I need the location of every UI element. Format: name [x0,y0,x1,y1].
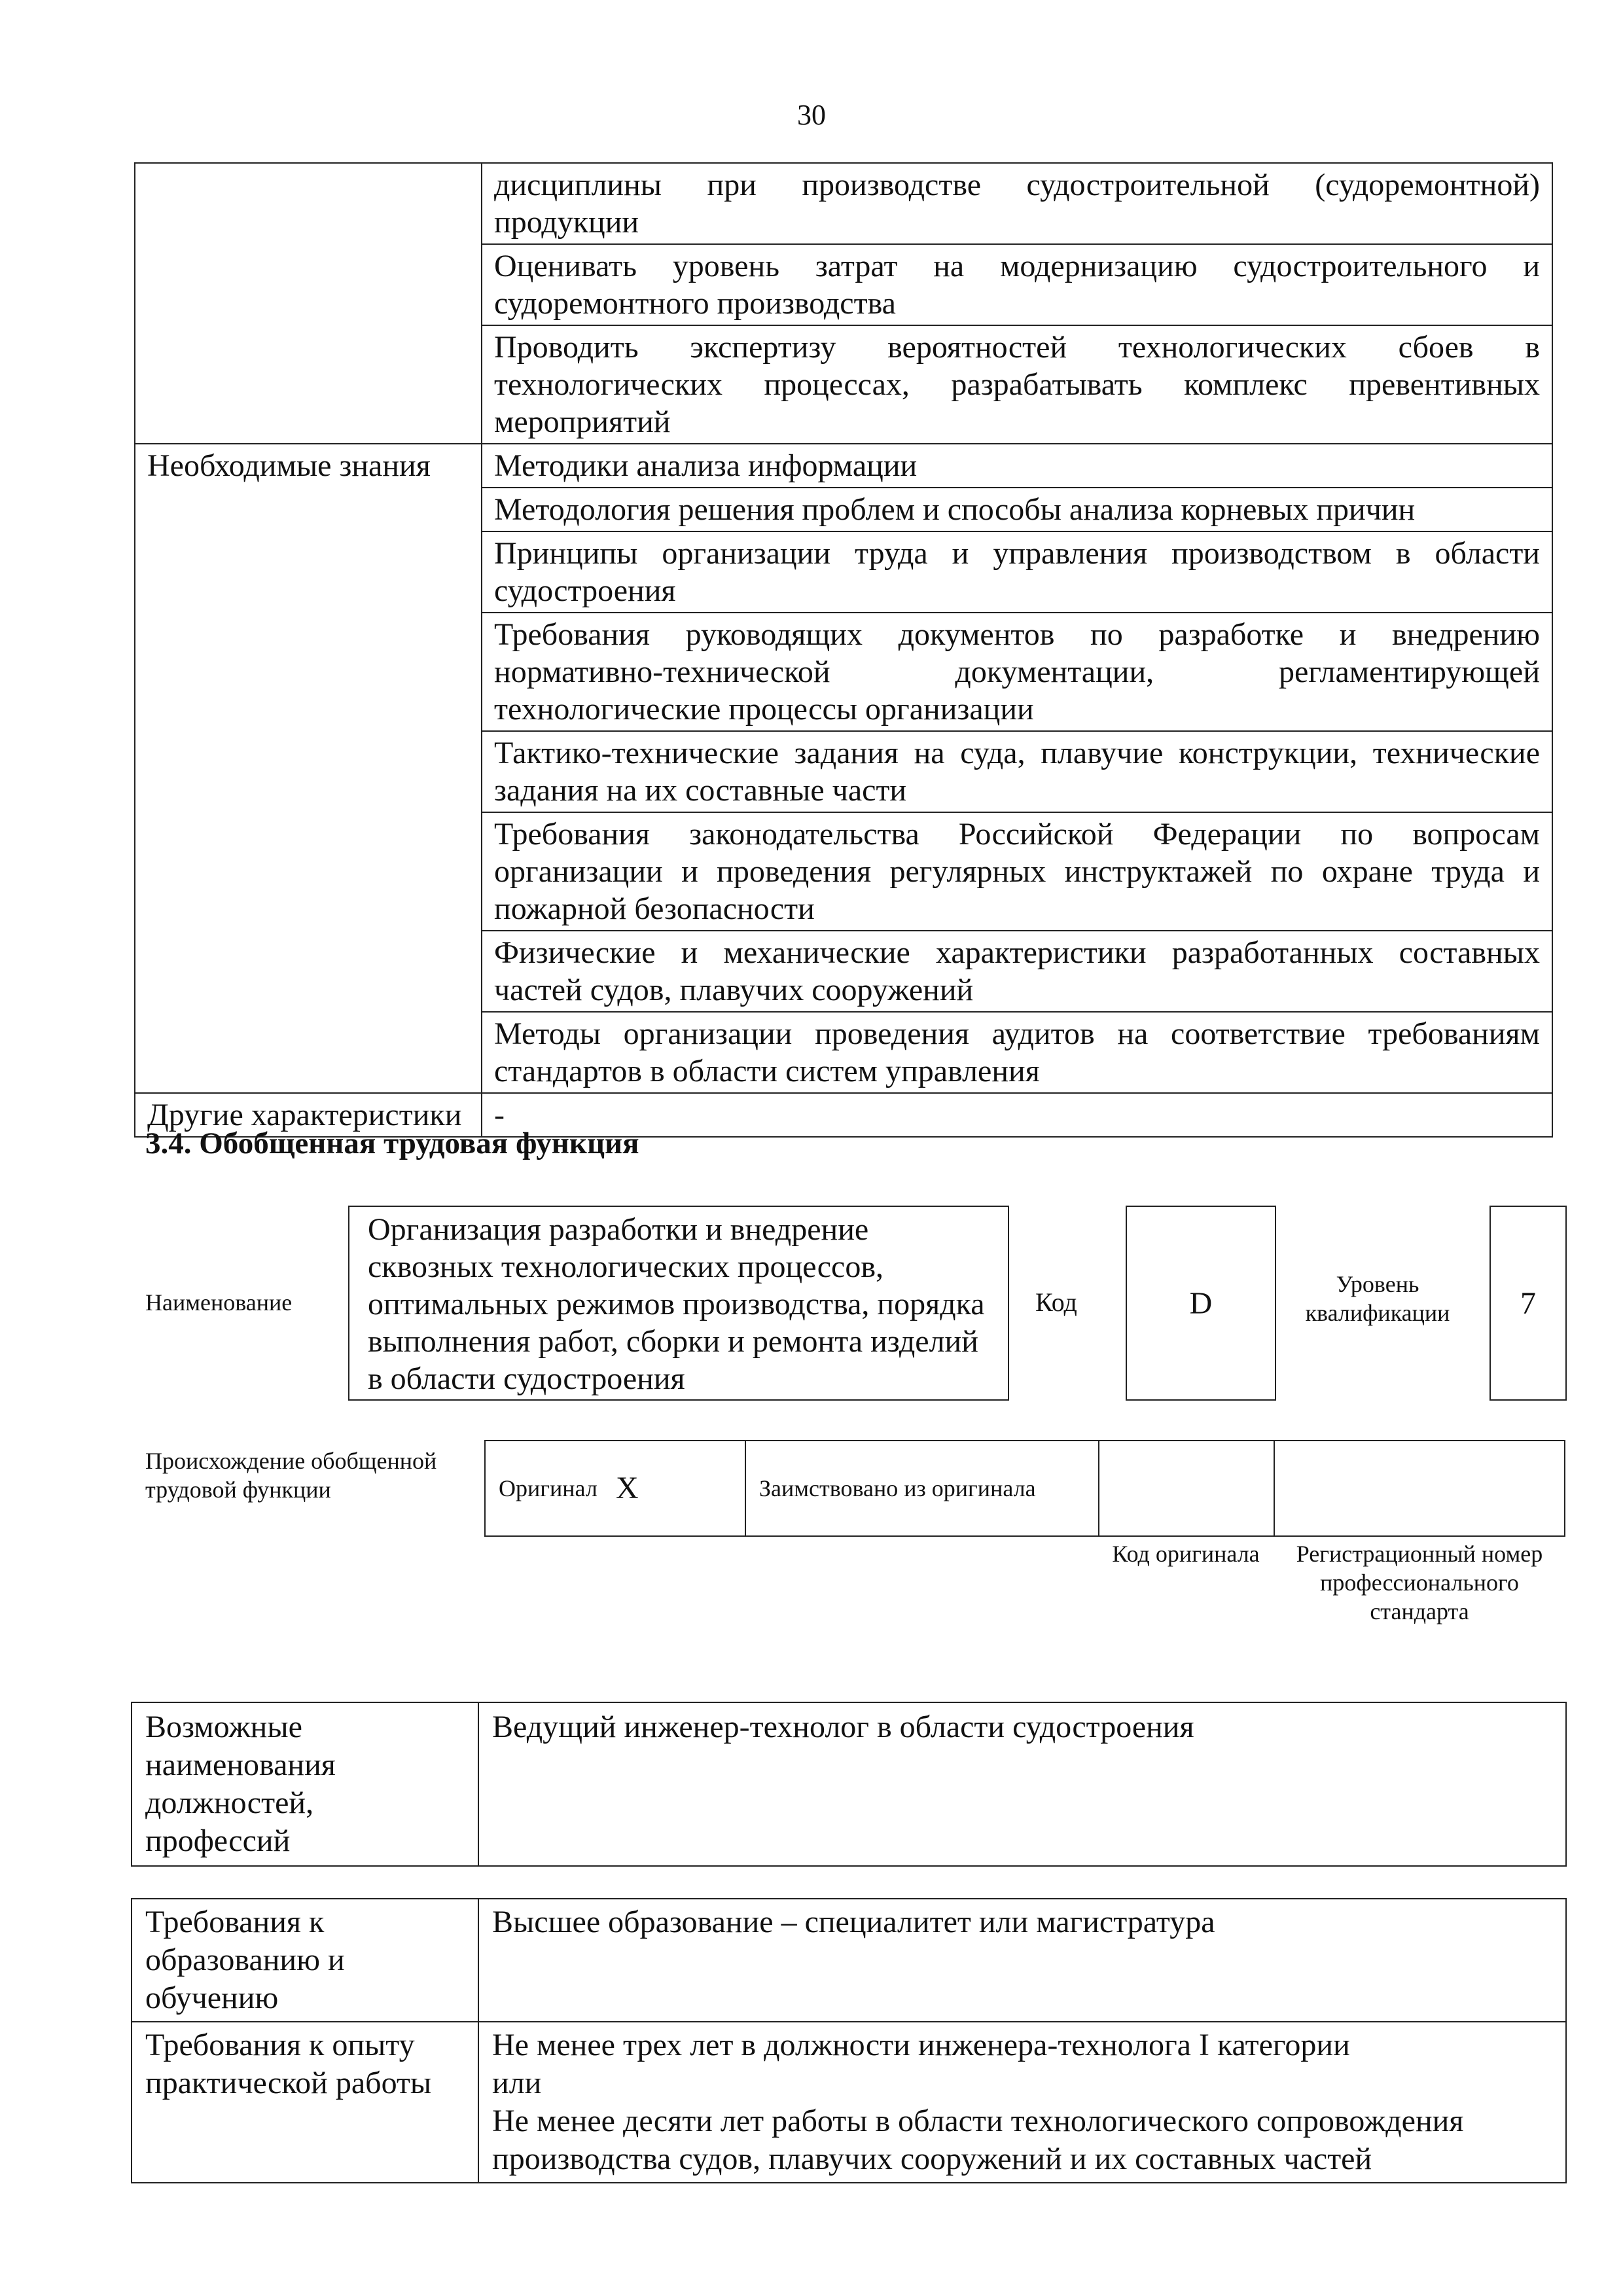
origin-table [484,1440,1565,1537]
original-code-cell [1099,1441,1274,1536]
table-cell: Требования законодательства Российской Федерации по вопросам организации и проведения регулярных инструктажей по охране труда и пожарной безопасности [482,812,1552,931]
positions-table [131,1702,1567,1867]
original-label: Оригинал [485,1441,603,1536]
page-number: 30 [797,99,826,131]
table-row [132,1702,1566,1866]
experience-line: или [492,2066,542,2100]
table-cell: Физические и механические характеристики разработанных составных частей судов, плавучих сооружений [482,931,1552,1012]
level-box: 7 [1489,1206,1567,1401]
positions-label: Возможные наименования должностей, профессий [132,1702,478,1866]
row-label-other: Другие характеристики [135,1093,482,1137]
table-cell: - [482,1093,1552,1137]
reg-number-cell [1274,1441,1565,1536]
row-label [135,163,482,444]
origin-label: Происхождение обобщенной трудовой функции [145,1448,437,1503]
code-box: D [1126,1206,1276,1401]
table-cell: дисциплины при производстве судостроительной (судоремонтной) продукции [482,163,1552,244]
function-name-box: Организация разработки и внедрение сквозных технологических процессов, оптимальных режимов производства, порядка выполнения работ, сборки и ремонта изделий в области судостроения [348,1206,1009,1401]
name-label: Наименование [145,1289,293,1316]
education-label: Требования к образованию и обучению [132,1899,478,2022]
table-row [135,163,1552,244]
table-cell: Оценивать уровень затрат на модернизацию судостроительного и судоремонтного производства [482,244,1552,325]
positions-value: Ведущий инженер-технолог в области судостроения [478,1702,1566,1866]
code-caption: Код оригинала [1112,1541,1260,1567]
education-value: Высшее образование – специалитет или магистратура [478,1899,1566,2022]
table-cell: Методы организации проведения аудитов на соответствие требованиям стандартов в области систем управления [482,1012,1552,1093]
original-mark: X [603,1441,745,1536]
table-row [132,2022,1566,2183]
code-label: Код [1035,1287,1077,1317]
row-label-knowledge: Необходимые знания [135,444,482,1093]
experience-line: Не менее десяти лет работы в области технологического сопровождения производства судов, плавучих сооружений и их составных частей [492,2104,1464,2176]
table-cell: Требования руководящих документов по разработке и внедрению нормативно-технической документации, регламентирующей технологические процессы организации [482,613,1552,731]
table-row [135,444,1552,488]
table-row [132,1899,1566,2022]
requirements-table [131,1898,1567,2183]
table-row [485,1441,1565,1536]
reg-caption: Регистрационный номер профессионального стандарта [1296,1541,1543,1624]
experience-line: Не менее трех лет в должности инженера-технолога I категории [492,2028,1350,2062]
table-cell: Принципы организации труда и управления производством в области судостроения [482,531,1552,613]
table-cell: Методики анализа информации [482,444,1552,488]
table-cell: Методология решения проблем и способы анализа корневых причин [482,488,1552,531]
table-cell: Проводить экспертизу вероятностей технологических сбоев в технологических процессах, разрабатывать комплекс превентивных мероприятий [482,325,1552,444]
experience-label: Требования к опыту практической работы [132,2022,478,2183]
experience-value [478,2022,1566,2183]
table-cell: Тактико-технические задания на суда, плавучие конструкции, технические задания на их составные части [482,731,1552,812]
skills-knowledge-table [134,162,1553,1138]
level-label: Уровень квалификации [1305,1271,1450,1326]
borrowed-label: Заимствовано из оригинала [745,1441,1099,1536]
section-title: 3.4. Обобщенная трудовая функция [145,1126,639,1160]
